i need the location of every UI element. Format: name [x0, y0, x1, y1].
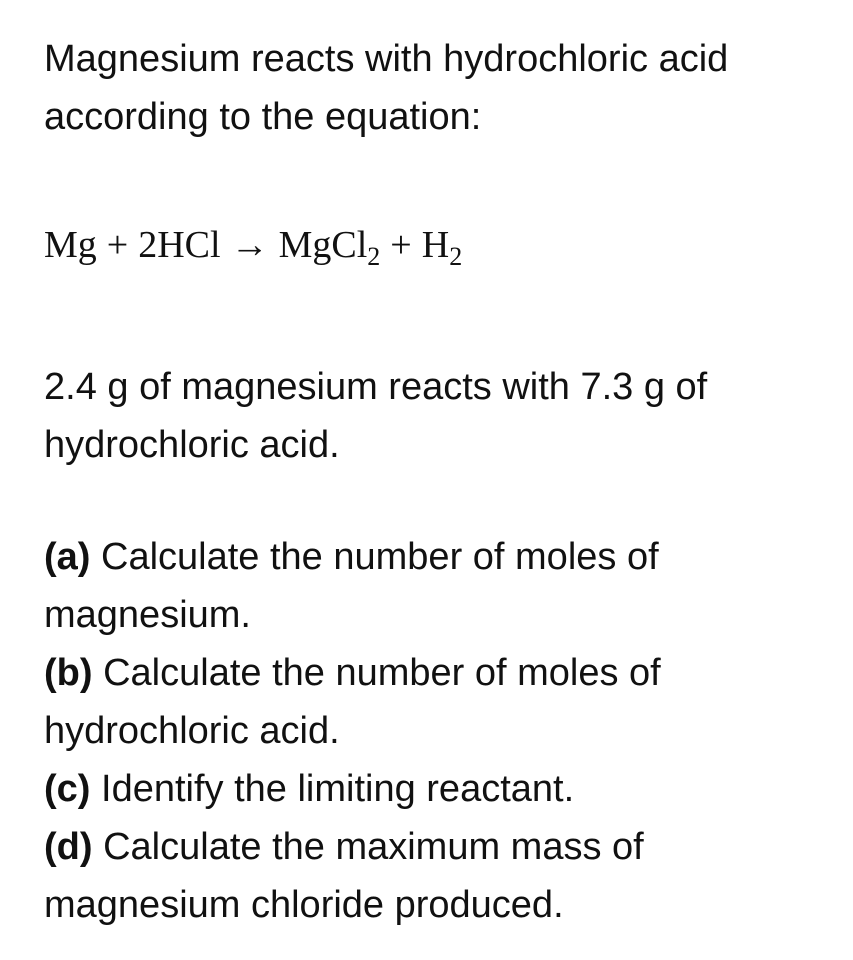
question-c-label: (c): [44, 768, 91, 810]
intro-line-2: according to the equation:: [44, 96, 482, 138]
equation-arrow: →: [230, 224, 269, 266]
question-b-label: (b): [44, 652, 93, 694]
question-b: [44, 644, 834, 760]
question-d: [44, 818, 834, 934]
question-b-line-2: hydrochloric acid.: [44, 710, 340, 752]
intro-line-1: Magnesium reacts with hydrochloric acid: [44, 38, 729, 80]
chemical-equation: [44, 216, 462, 274]
given-line-1: 2.4 g of magnesium reacts with 7.3 g of: [44, 366, 708, 408]
question-list: [44, 528, 834, 934]
equation-product-h2-subscript: 2: [449, 242, 463, 271]
question-a: [44, 528, 834, 644]
question-a-line-1: Calculate the number of moles of: [101, 536, 659, 578]
equation-product-mgcl2-subscript: 2: [367, 242, 381, 271]
equation-product-h2-base: H: [421, 224, 450, 266]
question-d-line-1: Calculate the maximum mass of: [103, 826, 644, 868]
question-d-label: (d): [44, 826, 93, 868]
equation-plus-1: +: [106, 224, 129, 266]
equation-product-mgcl2-base: MgCl: [278, 224, 368, 266]
question-a-label: (a): [44, 536, 91, 578]
equation-product-h2: [421, 224, 463, 271]
question-c: [44, 760, 834, 818]
question-d-line-2: magnesium chloride produced.: [44, 884, 564, 926]
equation-reactant-mg: Mg: [44, 224, 97, 266]
given-paragraph: [44, 358, 834, 474]
question-a-line-2: magnesium.: [44, 594, 251, 636]
equation-reactant-hcl: 2HCl: [138, 224, 221, 266]
equation-product-mgcl2: [278, 224, 381, 271]
equation-plus-2: +: [390, 224, 412, 266]
intro-paragraph: [44, 30, 834, 146]
question-c-line-1: Identify the limiting reactant.: [101, 768, 575, 810]
problem-document: [44, 30, 834, 926]
given-line-2: hydrochloric acid.: [44, 424, 340, 466]
question-b-line-1: Calculate the number of moles of: [103, 652, 661, 694]
